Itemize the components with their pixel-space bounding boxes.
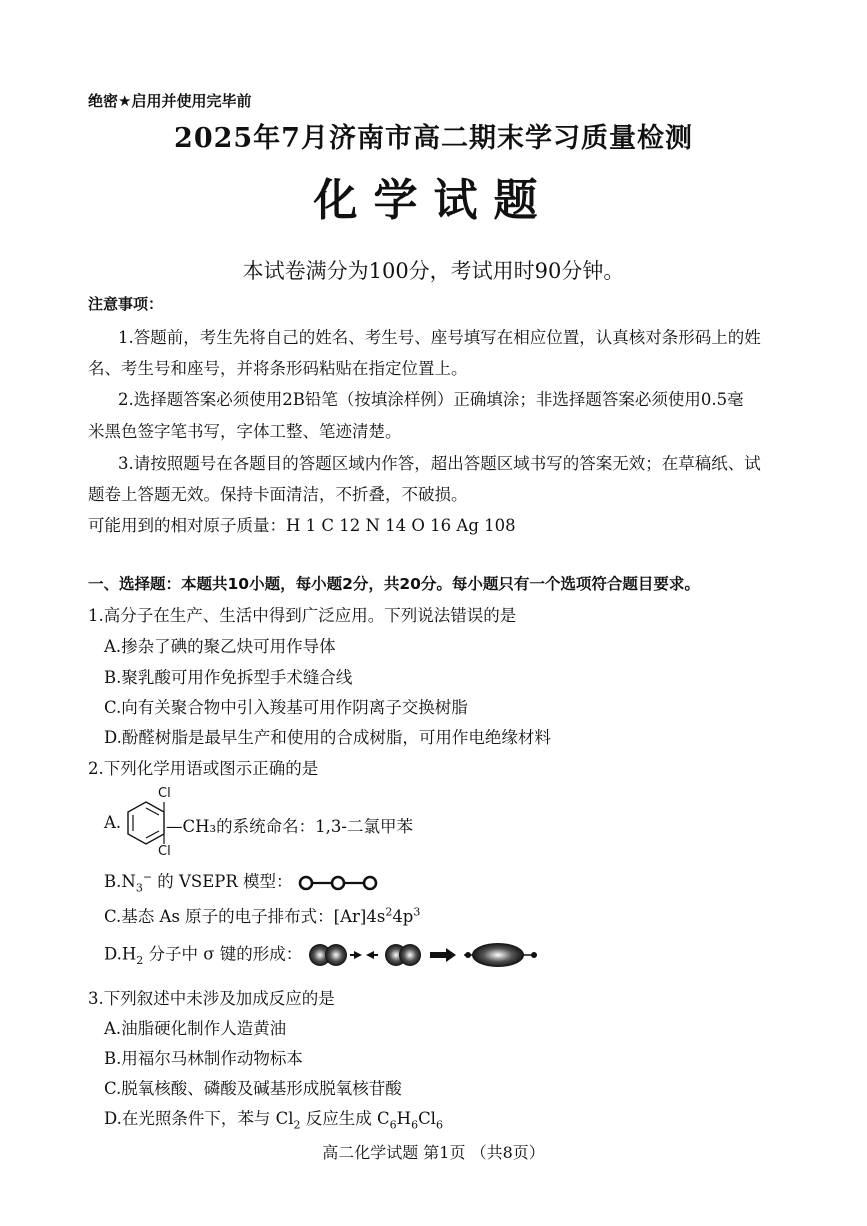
q1-option-c: C.向有关聚合物中引入羧基可用作阴离子交换树脂 xyxy=(104,698,468,717)
q2-option-d xyxy=(104,940,548,970)
q3-stem: 3.下列叙述中未涉及加成反应的是 xyxy=(88,989,335,1008)
q2-option-b-sub: 3 xyxy=(135,881,143,895)
q3-option-d-cl: Cl xyxy=(418,1109,436,1128)
q2-option-a xyxy=(104,786,504,862)
q3-option-c: C.脱氧核酸、磷酸及碱基形成脱氧核苷酸 xyxy=(104,1079,402,1098)
q2-option-c-sup1: 2 xyxy=(385,905,393,919)
q2-stem: 2.下列化学用语或图示正确的是 xyxy=(88,759,319,778)
q1-stem: 1.高分子在生产、生活中得到广泛应用。下列说法错误的是 xyxy=(88,606,517,625)
note-line: 题卷上答题无效。保持卡面清洁，不折叠，不破损。 xyxy=(88,485,468,504)
chlorine-label-bottom: Cl xyxy=(158,844,171,859)
q2-option-c-prefix: C.基态 As 原子的电子排布式：[Ar]4s xyxy=(104,907,386,926)
q2-option-c xyxy=(104,903,420,927)
benzene-ring-structure xyxy=(124,798,168,850)
q2-option-a-text: —CH₃的系统命名：1,3-二氯甲苯 xyxy=(166,817,413,836)
q2-option-a-label: A. xyxy=(104,813,122,832)
q1-option-a: A.掺杂了碘的聚乙炔可用作导体 xyxy=(104,637,336,656)
vsepr-linear-model xyxy=(298,874,378,892)
chlorine-label-top: Cl xyxy=(158,786,171,801)
q3-option-d-prefix: D.在光照条件下，苯与 Cl xyxy=(104,1109,294,1128)
q2-option-c-mid: 4p xyxy=(392,907,414,926)
note-line: 名、考生号和座号，并将条形码粘贴在指定位置上。 xyxy=(88,359,468,378)
q3-option-b: B.用福尔马林制作动物标本 xyxy=(104,1049,303,1068)
q2-option-d-text: 分子中 σ 键的形成： xyxy=(143,944,303,964)
atomic-masses: 可能用到的相对原子质量：H 1 C 12 N 14 O 16 Ag 108 xyxy=(88,516,516,535)
subject-title: 化学试题 xyxy=(313,175,554,226)
note-line: 2.选择题答案必须使用2B铅笔（按填涂样例）正确填涂；非选择题答案必须使用0.5毫 xyxy=(118,390,744,409)
notes-heading: 注意事项： xyxy=(88,295,164,313)
q2-option-d-prefix: D.H xyxy=(104,944,137,964)
q2-option-b-sup: − xyxy=(142,870,153,884)
sigma-bond-formation-diagram xyxy=(308,940,548,970)
q3-option-d-sub3: 6 xyxy=(411,1118,419,1132)
q3-option-d-mid: 反应生成 C xyxy=(300,1109,390,1128)
q3-option-a: A.油脂硬化制作人造黄油 xyxy=(104,1019,287,1038)
page-footer: 高二化学试题 第1页 （共8页） xyxy=(322,1143,545,1162)
q3-option-d-h: H xyxy=(396,1109,412,1128)
secret-mark: 绝密★启用并使用完毕前 xyxy=(88,92,252,110)
note-line: 3.请按照题号在各题目的答题区域内作答，超出答题区域书写的答案无效；在草稿纸、试 xyxy=(118,454,761,473)
exam-info: 本试卷满分为100分，考试用时90分钟。 xyxy=(242,259,625,283)
q2-option-d-sub: 2 xyxy=(136,953,144,967)
q2-option-b-text: 的 VSEPR 模型： xyxy=(152,872,293,891)
q3-option-d-sub2: 6 xyxy=(389,1118,397,1132)
exam-title: 2025年7月济南市高二期末学习质量检测 xyxy=(174,123,693,154)
note-line: 1.答题前，考生先将自己的姓名、考生号、座号填写在相应位置，认真核对条形码上的姓 xyxy=(118,328,761,347)
q2-option-b xyxy=(104,868,378,894)
q2-option-c-sup2: 3 xyxy=(413,905,421,919)
q3-option-d xyxy=(104,1105,443,1131)
section-heading: 一、选择题：本题共10小题，每小题2分，共20分。每小题只有一个选项符合题目要求。 xyxy=(88,575,700,593)
q1-option-d: D.酚醛树脂是最早生产和使用的合成树脂，可用作电绝缘材料 xyxy=(104,728,551,747)
q3-option-d-sub4: 6 xyxy=(435,1118,443,1132)
q2-option-b-prefix: B.N xyxy=(104,872,136,891)
q3-option-d-sub1: 2 xyxy=(293,1118,301,1132)
note-line: 米黑色签字笔书写，字体工整、笔迹清楚。 xyxy=(88,422,402,441)
q1-option-b: B.聚乳酸可用作免拆型手术缝合线 xyxy=(104,668,353,687)
